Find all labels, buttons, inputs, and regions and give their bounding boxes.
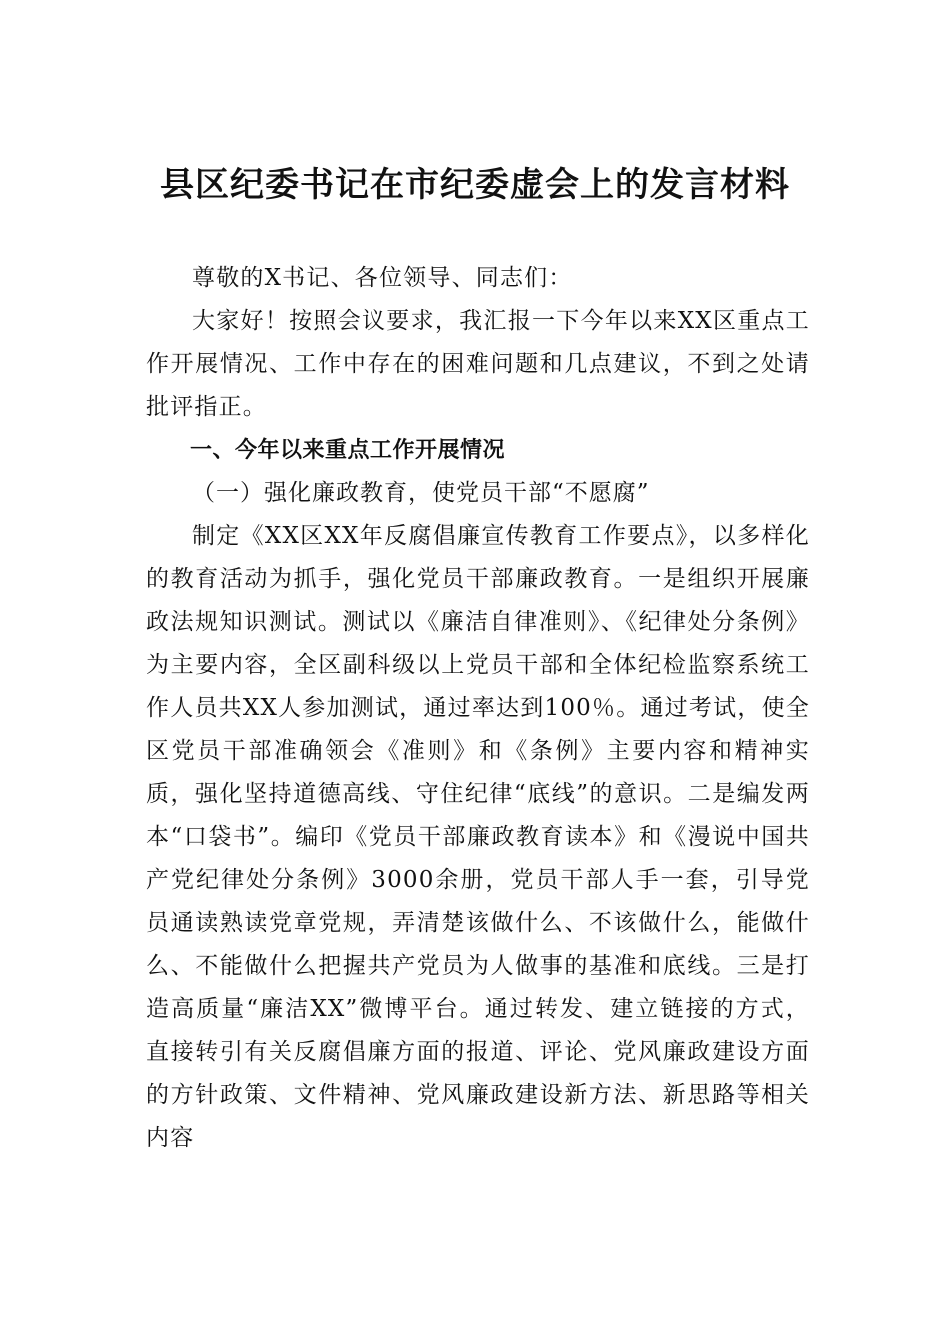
intro-paragraph: 大家好！按照会议要求，我汇报一下今年以来XX区重点工作开展情况、工作中存在的困难问题和几点建议，不到之处请批评指正。	[146, 308, 810, 420]
section-heading: 一、今年以来重点工作开展情况	[190, 438, 506, 463]
document-title: 县区纪委书记在市纪委虚会上的发言材料	[160, 165, 790, 205]
subsection-heading: （一）强化廉政教育，使党员干部“不愿腐”	[192, 480, 650, 506]
salutation: 尊敬的X书记、各位领导、同志们：	[192, 265, 573, 291]
body-paragraph: 制定《XX区XX年反腐倡廉宣传教育工作要点》，以多样化的教育活动为抓手，强化党员干部廉政教育。一是组织开展廉政法规知识测试。测试以《廉洁自律准则》、《纪律处分条例》为主要内容，全区副科级以上党员干部和全体纪检监察系统工作人员共XX人参加测试，通过率达到100％。通过考试，使全区党员干部准确领会《准则》和《条例》主要内容和精神实质，强化坚持道德高线、守住纪律“底线”的意识。二是编发两本“口袋书”。编印《党员干部廉政教育读本》和《漫说中国共产党纪律处分条例》3000余册，党员干部人手一套，引导党员通读熟读党章党规，弄清楚该做什么、不该做什么，能做什么、不能做什么把握共产党员为人做事的基准和底线。三是打造高质量“廉洁XX”微博平台。通过转发、建立链接的方式，直接转引有关反腐倡廉方面的报道、评论、党风廉政建设方面的方针政策、文件精神、党风廉政建设新方法、新思路等相关内容	[146, 523, 810, 1151]
document-body	[146, 257, 810, 1160]
